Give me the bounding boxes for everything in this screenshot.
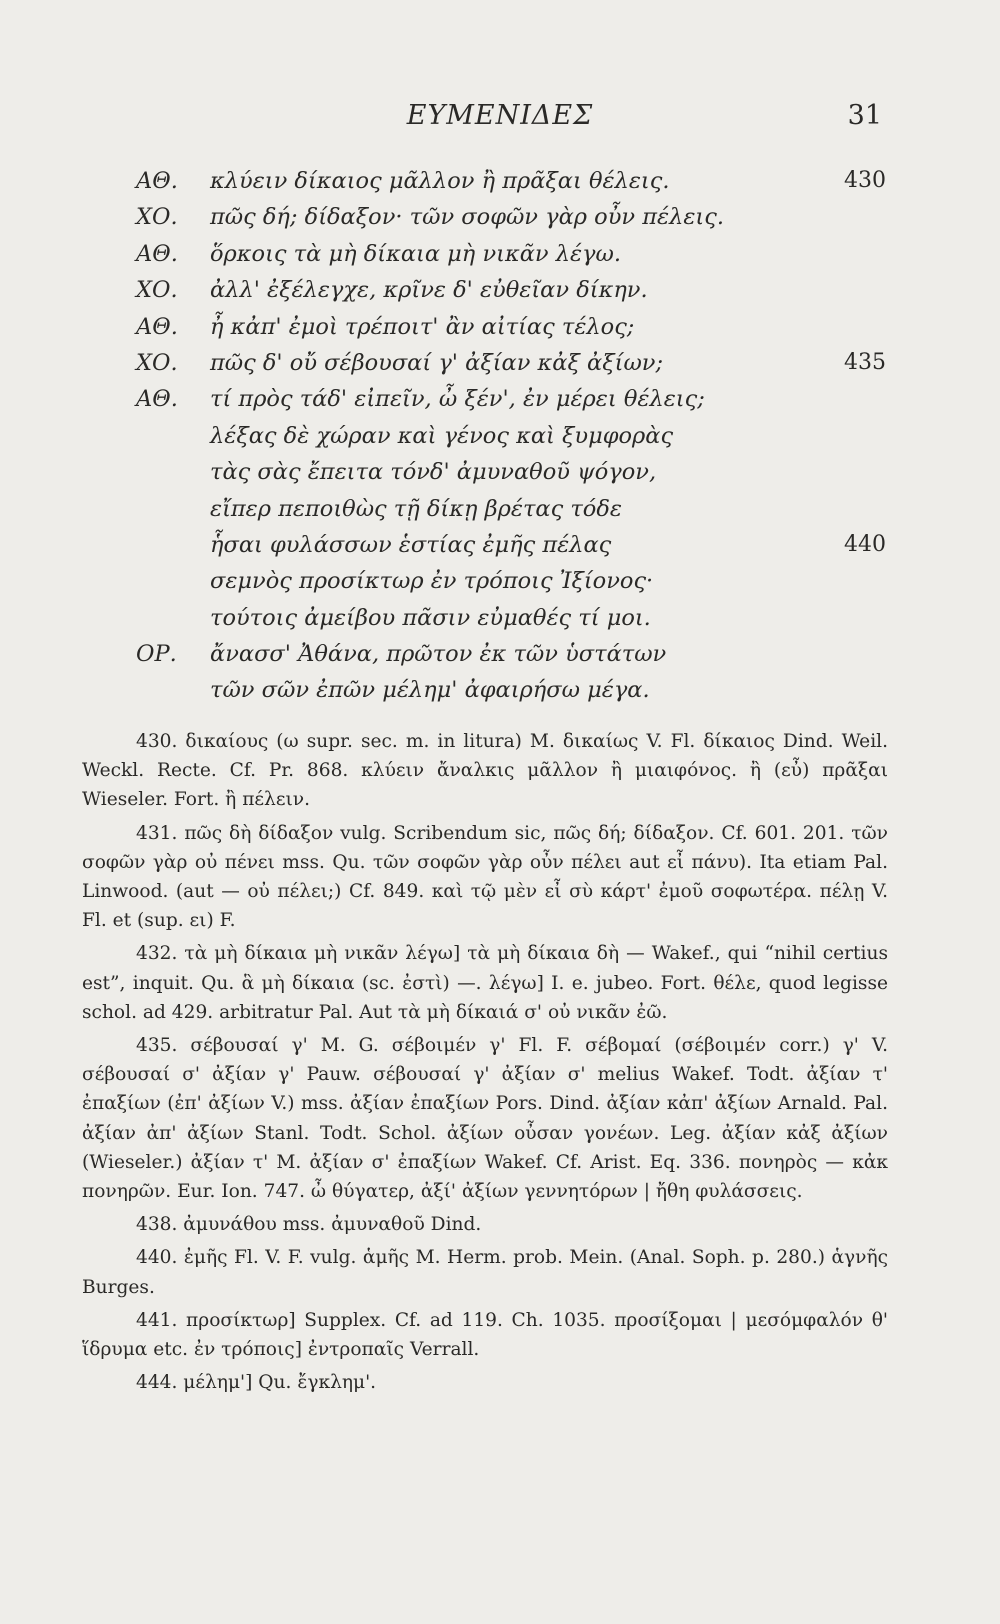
apparatus-note: 441. προσίκτωρ] Supplex. Cf. ad 119. Ch. 1035. προσίξομαι | μεσόμφαλόν θ' ἵδρυμα etc. ἐν τρόποις] ἐντροπαῖς Verrall. xyxy=(82,1309,888,1361)
verse-text: σεμνὸς προσίκτωρ ἐν τρόποις Ἰξίονος· xyxy=(210,568,654,595)
speaker-label: ΟΡ. xyxy=(136,641,177,668)
line-number: 435 xyxy=(844,349,886,375)
verse-text: τῶν σῶν ἐπῶν μέλημ' ἀφαιρήσω μέγα. xyxy=(210,677,650,704)
speaker-label: ΧΟ. xyxy=(136,277,178,304)
verse-text: τούτοις ἀμείβου πᾶσιν εὐμαθές τί μοι. xyxy=(210,604,651,631)
verse-text: ὅρκοις τὰ μὴ δίκαια μὴ νικᾶν λέγω. xyxy=(210,240,621,267)
page-number: 31 xyxy=(847,100,882,131)
verse-text: ἀλλ' ἐξέλεγχε, κρῖνε δ' εὐθεῖαν δίκην. xyxy=(210,277,648,304)
verse-line xyxy=(136,418,886,454)
speaker-label: ΧΟ. xyxy=(136,349,178,376)
verse-line xyxy=(136,600,886,636)
verse-line xyxy=(136,163,886,199)
speaker-label: ΑΘ. xyxy=(136,313,178,340)
critical-apparatus xyxy=(82,727,888,1401)
verse-line xyxy=(136,199,886,235)
verse-line xyxy=(136,527,886,563)
apparatus-note: 438. ἀμυνάθου mss. ἀμυναθοῦ Dind. xyxy=(136,1214,482,1236)
speaker-label: ΑΘ. xyxy=(136,168,178,194)
verse-text: εἴπερ πεποιθὼς τῇ δίκῃ βρέτας τόδε xyxy=(210,495,622,522)
verse-line xyxy=(136,636,886,672)
verse-line xyxy=(136,309,886,345)
verse-text: λέξας δὲ χώραν καὶ γένος καὶ ξυμφορὰς xyxy=(210,422,674,449)
verse-line xyxy=(136,345,886,381)
apparatus-note: 432. τὰ μὴ δίκαια μὴ νικᾶν λέγω] τὰ μὴ δίκαια δὴ — Wakef., qui “nihil certius est”, inquit. Qu. ἃ μὴ δίκαια (sc. ἐστὶ) —. λέγω] I. e. jubeo. Fort. θέλε, quod legisse schol. ad 429. arbitratur Pal. Aut τὰ μὴ δίκαιά σ' οὐ νικᾶν ἐῶ. xyxy=(82,943,888,1023)
verse-line xyxy=(136,381,886,417)
apparatus-note: 435. σέβουσαί γ' M. G. σέβοιμέν γ' Fl. F. σέβομαί (σέβοιμέν corr.) γ' V. σέβουσαί σ' ἀξίαν γ' Pauw. σέβουσαί γ' ἀξίαν σ' melius Wakef. Todt. ἀξίαν τ' ἐπαξίων (ἐπ' ἀξίων V.) mss. ἀξίαν ἐπαξίων Pors. Dind. ἀξίαν κἀπ' ἀξίων Arnald. Pal. ἀξίαν ἀπ' ἀξίων Stanl. Todt. Schol. ἀξίων οὖσαν γονέων. Leg. ἀξίαν κἀξ ἀξίων (Wieseler.) ἀξίαν τ' M. ἀξίαν σ' ἐπαξίων Wakef. Cf. Arist. Eq. 336. πονηρὸς — κἀκ πονηρῶν. Eur. Ion. 747. ὦ θύγατερ, ἀξί' ἀξίων γεννητόρων | ἤθη φυλάσσεις. xyxy=(82,1035,888,1203)
verse-line xyxy=(136,236,886,272)
verse-text: τί πρὸς τάδ' εἰπεῖν, ὦ ξέν', ἐν μέρει θέλεις; xyxy=(210,386,705,413)
speaker-label: ΑΘ. xyxy=(136,386,178,413)
speaker-label: ΧΟ. xyxy=(136,204,178,231)
apparatus-note: 431. πῶς δὴ δίδαξον vulg. Scribendum sic, πῶς δή; δίδαξον. Cf. 601. 201. τῶν σοφῶν γὰρ οὐ πένει mss. Qu. τῶν σοφῶν γὰρ οὖν πέλει aut εἶ πάνυ). Ita etiam Pal. Linwood. (aut — οὐ πέλει;) Cf. 849. καὶ τῷ μὲν εἶ σὺ κάρτ' ἐμοῦ σοφωτέρα. πέλῃ V. Fl. et (sup. ει) F. xyxy=(82,822,888,932)
verse-line xyxy=(136,272,886,308)
verse-block xyxy=(136,163,886,709)
verse-line xyxy=(136,563,886,599)
verse-text: κλύειν δίκαιος μᾶλλον ἢ πρᾶξαι θέλεις. xyxy=(210,168,670,194)
verse-text: πῶς δ' οὔ σέβουσαί γ' ἀξίαν κἀξ ἀξίων; xyxy=(210,349,664,376)
speaker-label: ΑΘ. xyxy=(136,240,178,267)
verse-line xyxy=(136,454,886,490)
line-number: 440 xyxy=(844,531,886,557)
apparatus-note: 430. δικαίους (ω supr. sec. m. in litura) M. δικαίως V. Fl. δίκαιος Dind. Weil. Weckl. Recte. Cf. Pr. 868. κλύειν ἄναλκις μᾶλλον ἢ μιαιφόνος. ἢ (εὖ) πρᾶξαι Wieseler. Fort. ἢ πέλειν. xyxy=(82,731,888,811)
apparatus-note: 444. μέλημ'] Qu. ἔγκλημ'. xyxy=(136,1372,377,1394)
verse-text: πῶς δή; δίδαξον· τῶν σοφῶν γὰρ οὖν πέλεις. xyxy=(210,204,724,231)
verse-text: ἄνασσ' Ἀθάνα, πρῶτον ἐκ τῶν ὑστάτων xyxy=(210,641,667,668)
verse-text: ἦ κἀπ' ἐμοὶ τρέποιτ' ἂν αἰτίας τέλος; xyxy=(210,313,635,340)
verse-line xyxy=(136,672,886,708)
verse-text: τὰς σὰς ἔπειτα τόνδ' ἀμυναθοῦ ψόγον, xyxy=(210,459,657,486)
running-title: ΕΥΜΕΝΙΔΕΣ xyxy=(406,100,594,131)
verse-line xyxy=(136,491,886,527)
line-number: 430 xyxy=(844,168,886,193)
verse-text: ἧσαι φυλάσσων ἑστίας ἐμῆς πέλας xyxy=(210,531,612,558)
apparatus-note: 440. ἐμῆς Fl. V. F. vulg. ἁμῆς M. Herm. prob. Mein. (Anal. Soph. p. 280.) ἁγνῆς Burges. xyxy=(82,1247,888,1298)
